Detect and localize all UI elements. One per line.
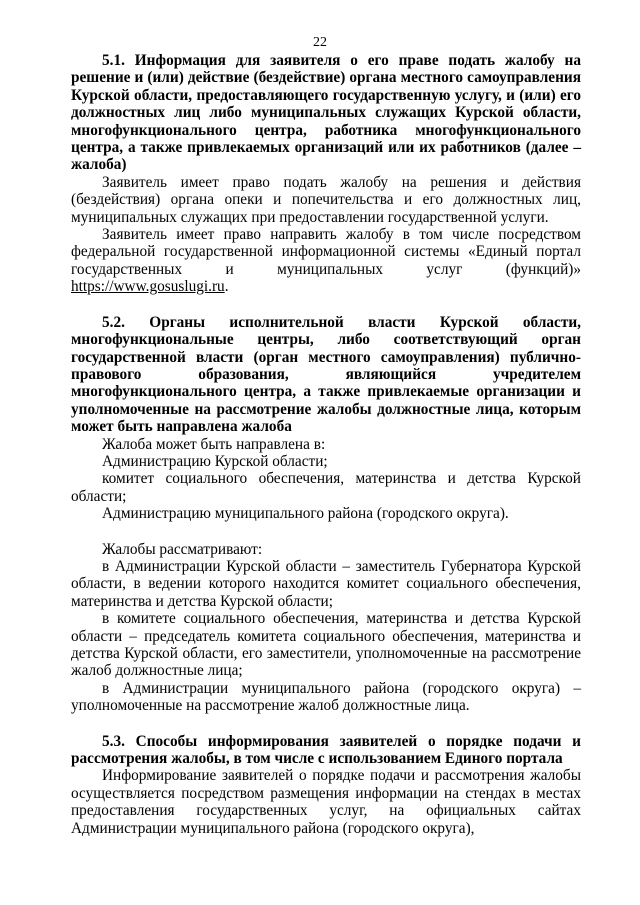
reviewer-item: в Администрации муниципального района (городского округа) – уполномоченные на рассмотрение жалоб должностные лица. bbox=[71, 679, 581, 715]
section-5-3-paragraph-1: Информирование заявителей о порядке подачи и рассмотрения жалобы осуществляется посредством размещения информации на стендах в местах предоставления государственных услуг, на официальных сайтах Администрации муниципального района (городского округа), bbox=[71, 767, 581, 837]
complaint-destination-intro: Жалоба может быть направлена в: bbox=[102, 435, 326, 453]
page-number: 22 bbox=[313, 35, 327, 50]
section-5-1-paragraph-2-text: Заявитель имеет право направить жалобу в том числе посредством федеральной государственной информационной системы «Единый портал государственных и муниципальных услуг (функций)» bbox=[71, 226, 581, 278]
complaint-destination-item: Администрацию муниципального района (городского округа). bbox=[102, 505, 509, 523]
section-5-1-paragraph-2 bbox=[71, 226, 581, 296]
spacer bbox=[71, 523, 581, 541]
gosuslugi-link[interactable]: https://www.gosuslugi.ru bbox=[71, 278, 225, 296]
link-tail: . bbox=[224, 278, 229, 296]
section-5-1-heading: 5.1. Информация для заявителя о его праве подать жалобу на решение и (или) действие (бездействие) органа местного самоуправления Курской области, предоставляющего государственную услугу, и (или) его должностных лиц либо муниципальных служащих Курской области, многофункционального центра, работника многофункционального центра, а также привлекаемых организаций или их работников (далее – жалоба) bbox=[71, 52, 581, 174]
spacer bbox=[71, 715, 581, 733]
spacer bbox=[71, 296, 581, 314]
section-5-1-paragraph-1: Заявитель имеет право подать жалобу на решения и действия (бездействия) органа опеки и попечительства и его должностных лиц, муниципальных служащих при предоставлении государственной услуги. bbox=[71, 173, 581, 226]
complaint-destination-item: комитет социального обеспечения, материнства и детства Курской области; bbox=[71, 470, 581, 505]
reviewers-intro: Жалобы рассматривают: bbox=[102, 540, 263, 558]
complaint-destination-item: Администрацию Курской области; bbox=[102, 452, 328, 470]
page-content bbox=[71, 52, 581, 837]
reviewer-item: в Администрации Курской области – заместитель Губернатора Курской области, в ведении которого находится комитет социального обеспечения, материнства и детства Курской области; bbox=[71, 557, 581, 610]
section-5-3-heading: 5.3. Способы информирования заявителей о порядке подачи и рассмотрения жалобы, в том числе с использованием Единого портала bbox=[71, 732, 581, 768]
reviewer-item: в комитете социального обеспечения, материнства и детства Курской области – председатель комитета социального обеспечения, материнства и детства Курской области, его заместители, уполномоченные на рассмотрение жалоб должностные лица; bbox=[71, 610, 581, 680]
section-5-2-heading: 5.2. Органы исполнительной власти Курской области, многофункциональные центры, либо соответствующий орган государственной власти (орган местного самоуправления) публично-правового образования, являющийся учредителем многофункционального центра, а также привлекаемые организации и уполномоченные на рассмотрение жалобы должностные лица, которым может быть направлена жалоба bbox=[71, 313, 581, 436]
